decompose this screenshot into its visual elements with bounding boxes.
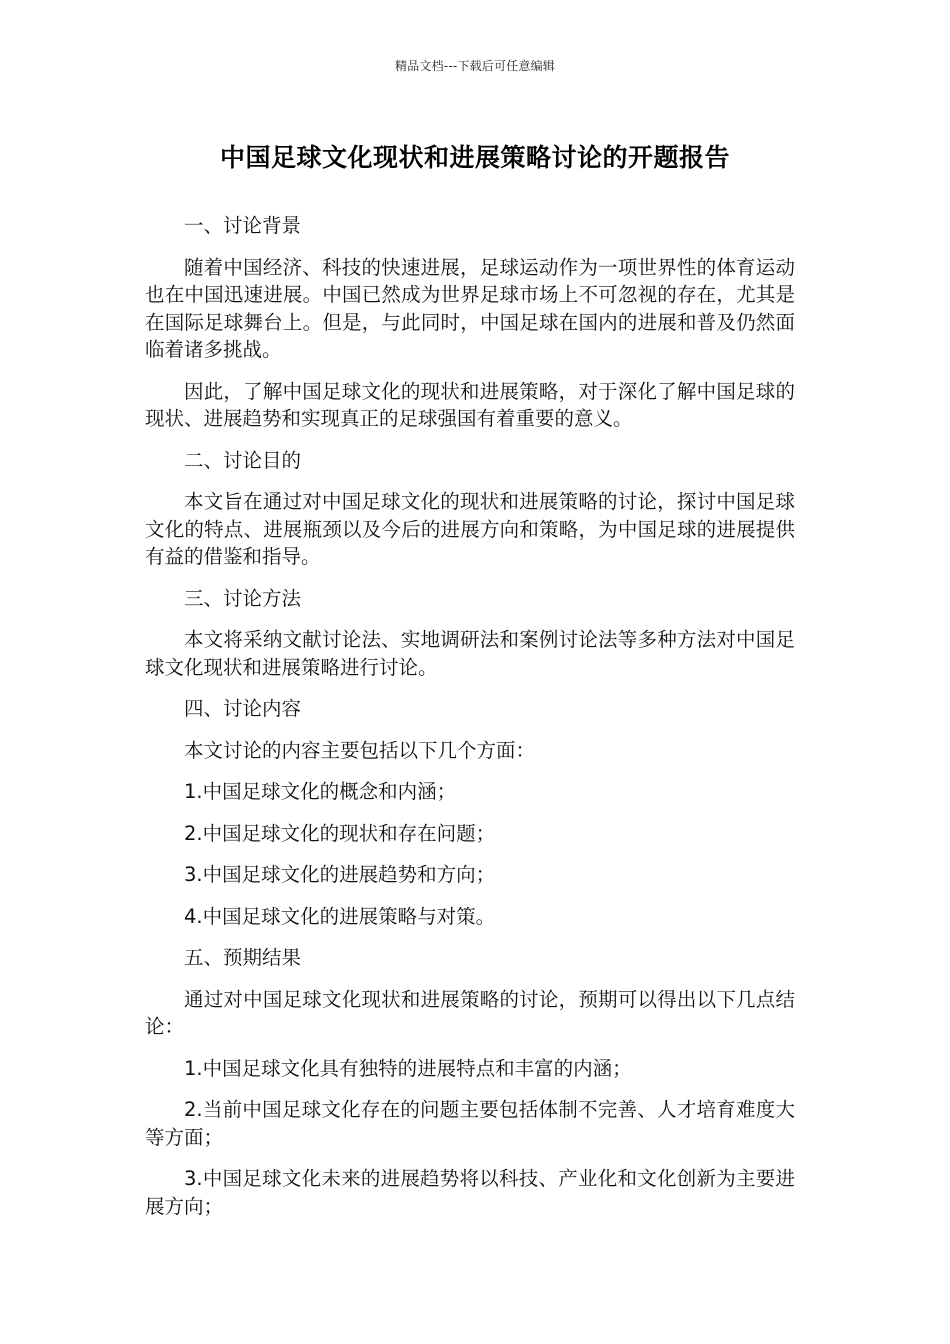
paragraph: 本文将采纳文献讨论法、实地调研法和案例讨论法等多种方法对中国足球文化现状和进展策略进行讨论。	[145, 628, 795, 679]
paragraph: 随着中国经济、科技的快速进展，足球运动作为一项世界性的体育运动也在中国迅速进展。中国已然成为世界足球市场上不可忽视的存在，尤其是在国际足球舞台上。但是，与此同时，中国足球在国内的进展和普及仍然面临着诸多挑战。	[145, 255, 795, 361]
paragraph: 本文讨论的内容主要包括以下几个方面：	[184, 738, 536, 762]
section-heading-expected-results: 五、预期结果	[184, 946, 302, 969]
list-item: 3.中国足球文化的进展趋势和方向；	[184, 863, 496, 886]
section-heading-purpose: 二、讨论目的	[184, 448, 302, 472]
list-item: 4.中国足球文化的进展策略与对策。	[184, 904, 496, 928]
header-note: 精品文档---下载后可任意编辑	[395, 59, 555, 73]
section-heading-method: 三、讨论方法	[184, 586, 302, 610]
paragraph: 因此，了解中国足球文化的现状和进展策略，对于深化了解中国足球的现状、进展趋势和实现真正的足球强国有着重要的意义。	[145, 379, 795, 430]
paragraph: 本文旨在通过对中国足球文化的现状和进展策略的讨论，探讨中国足球文化的特点、进展瓶颈以及今后的进展方向和策略，为中国足球的进展提供有益的借鉴和指导。	[145, 490, 795, 568]
list-item: 1.中国足球文化具有独特的进展特点和丰富的内涵；	[184, 1056, 632, 1080]
list-item: 2.中国足球文化的现状和存在问题；	[184, 821, 496, 845]
section-heading-background: 一、讨论背景	[184, 214, 302, 237]
list-item: 2.当前中国足球文化存在的问题主要包括体制不完善、人才培育难度大等方面；	[145, 1098, 795, 1149]
paragraph: 通过对中国足球文化现状和进展策略的讨论，预期可以得出以下几点结论：	[145, 987, 795, 1038]
list-item: 1.中国足球文化的概念和内涵；	[184, 780, 457, 803]
section-heading-content: 四、讨论内容	[184, 697, 302, 720]
document-body	[145, 212, 795, 1234]
list-item: 3.中国足球文化未来的进展趋势将以科技、产业化和文化创新为主要进展方向；	[145, 1167, 795, 1218]
document-title: 中国足球文化现状和进展策略讨论的开题报告	[219, 143, 730, 172]
